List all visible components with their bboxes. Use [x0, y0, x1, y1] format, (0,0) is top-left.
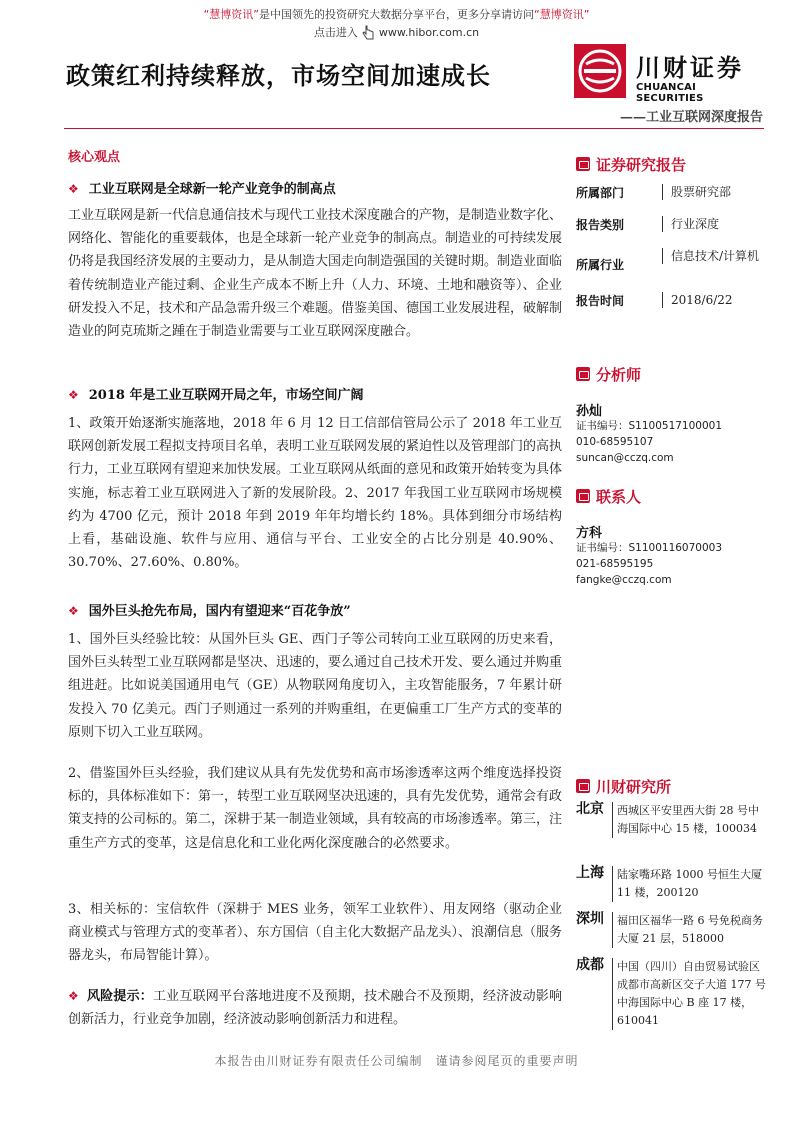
office-city-beijing: 北京 [576, 801, 604, 817]
office-addr-chengdu: 中国（四川）自由贸易试验区成都市高新区交子大道 177 号中海国际中心 B 座 17 楼，610041 [612, 958, 768, 1030]
report-subtitle: ——工业互联网深度报告 [619, 110, 763, 125]
paragraph-5: 3、相关标的：宝信软件（深耕于 MES 业务，领军工业软件）、用友网络（驱动企业商业模式与管理方式的变革者）、东方国信（自主化大数据产品龙头）、浪潮信息（服务器龙头，布局智能计算）。 [68, 902, 563, 964]
analyst-cert: 证书编号：S1100517100001 [576, 420, 723, 432]
heading-text: 2018 年是工业互联网开局之年，市场空间广阔 [88, 388, 364, 403]
diamond-bullet-icon: ❖ [68, 182, 79, 196]
institute-heading [576, 776, 671, 797]
contact-heading [576, 486, 641, 507]
heading-text: 工业互联网是全球新一轮产业竞争的制高点 [88, 182, 336, 197]
section-heading-1 [68, 178, 336, 197]
contact-phone: 021-68595195 [576, 558, 654, 570]
risk-text: 工业互联网平台落地进度不及预期，技术融合不及预期，经济波动影响创新活力，行业竞争加剧，经济波动影响创新活力和进程。 [68, 989, 562, 1028]
analyst-name: 孙灿 [576, 404, 603, 419]
briefcase-icon [576, 489, 590, 503]
logo-mark-icon [574, 44, 626, 98]
core-view-label: 核心观点 [68, 150, 121, 165]
report-type-text: 证券研究报告 [596, 156, 687, 174]
office-addr-shenzhen: 福田区福华一路 6 号免税商务大厦 21 层，518000 [612, 912, 768, 948]
diamond-bullet-icon: ❖ [68, 388, 79, 402]
paragraph-1: 工业互联网是新一代信息通信技术与现代工业技术深度融合的产物，是制造业数字化、网络化、智能化的重要载体，也是全球新一轮产业竞争的制高点。制造业的可持续发展仍将是我国经济发展的主要动力，是从制造大国走向制造强国的关键时期。制造业面临着传统制造业产能过剩、企业生产成本不断上升（人力、环境、土地和融资等）、企业研发投入不足，技术和产品急需升级三个难题。借鉴美国、德国工业发展进程，破解制造业的阿克琉斯之踵在于制造业需要与工业互联网深度融合。 [68, 208, 563, 340]
promo-url-link[interactable]: www.hibor.com.cn [378, 26, 480, 39]
section-heading-3 [68, 600, 351, 619]
diamond-bullet-icon: ❖ [68, 989, 79, 1003]
field-value-date: 2018/6/22 [662, 292, 772, 308]
report-type-heading [576, 154, 686, 175]
logo-text-en: CHUANCAI SECURITIES [636, 82, 704, 104]
risk-label: 风险提示： [86, 989, 153, 1004]
contact-name: 方科 [576, 526, 603, 541]
paragraph-3: 1、国外巨头经验比较：从国外巨头 GE、西门子等公司转向工业互联网的历史来看，国外巨头转型工业互联网都是坚决、迅速的，要么通过自己技术开发、要么通过并购重组进赶。比如说美国通用电气（GE）从物联网角度切入，主攻智能服务，7 年累计研发投入 70 亿美元。西门子则通过一系列的并购重组，在更偏重工厂生产方式的变革的原则下切入工业互联网。 [68, 632, 563, 740]
office-city-shanghai: 上海 [576, 865, 604, 881]
contact-email[interactable]: fangke@cczq.com [576, 574, 672, 586]
report-title: 政策红利持续释放，市场空间加速成长 [66, 62, 491, 90]
briefcase-icon [576, 157, 590, 171]
field-label-date: 报告时间 [576, 294, 625, 308]
promo-brand-end: “慧博资讯” [534, 8, 590, 21]
office-addr-beijing: 西城区平安里西大街 28 号中海国际中心 15 楼，100034 [612, 802, 768, 838]
heading-text: 国外巨头抢先布局，国内有望迎来“百花争放” [88, 604, 351, 619]
promo-brand: “慧博资讯” [203, 8, 259, 21]
logo-text-cn: 川财证券 [636, 54, 744, 82]
section-heading-2 [68, 384, 363, 403]
contact-heading-text: 联系人 [596, 488, 642, 506]
promo-enter-text[interactable]: 点击进入 [313, 26, 358, 39]
promo-line [0, 6, 793, 22]
office-addr-shanghai: 陆家嘴环路 1000 号恒生大厦 11 楼，200120 [612, 866, 768, 902]
field-label-category: 报告类别 [576, 218, 625, 232]
office-city-chengdu: 成都 [576, 957, 604, 973]
contact-cert: 证书编号：S1100116070003 [576, 542, 723, 554]
company-logo [574, 44, 764, 104]
analyst-heading [576, 364, 641, 385]
field-value-dept: 股票研究部 [662, 184, 772, 200]
analyst-email[interactable]: suncan@cczq.com [576, 452, 674, 464]
promo-text: 是中国领先的投资研究大数据分享平台，更多分享请访问 [259, 8, 534, 21]
briefcase-icon [576, 779, 590, 793]
footer-disclaimer: 本报告由川财证券有限责任公司编制 谨请参阅尾页的重要声明 [214, 1054, 579, 1068]
diamond-bullet-icon: ❖ [68, 604, 79, 618]
analyst-heading-text: 分析师 [596, 366, 642, 384]
hand-pointer-icon [361, 25, 375, 41]
paragraph-4: 2、借鉴国外巨头经验，我们建议从具有先发优势和高市场渗透率这两个维度选择投资标的，具体标准如下：第一，转型工业互联网坚决迅速的，具有先发优势，通常会有政策支持的公司标的。第二，深耕于某一制造业领域，具有较高的市场渗透率。第三，注重生产方式的变革，这是信息化和工业化两化深度融合的必然要求。 [68, 766, 563, 851]
field-label-dept: 所属部门 [576, 186, 625, 200]
paragraph-2: 1、政策开始逐渐实施落地，2018 年 6 月 12 日工信部信管局公示了 2018 年工业互联网创新发展工程拟支持项目名单，表明工业互联网发展的紧迫性以及管理部门的高执行力，工业互联网有望迎来加快发展。工业互联网从纸面的意见和政策开始转变为具体实施，标志着工业互联网进入了新的发展阶段。2、2017 年我国工业互联网市场规模约为 4700 亿元，预计 2018 年到 2019 年年均增长约 18%。具体到细分市场结构上看，基础设施、软件与应用、通信与平台、工业安全的占比分别是 40.90%、30.70%、27.60%、0.80%。 [68, 416, 563, 571]
promo-link-line[interactable] [0, 24, 793, 41]
field-value-industry: 信息技术/计算机 [662, 248, 772, 264]
analyst-phone: 010-68595107 [576, 436, 654, 448]
office-city-shenzhen: 深圳 [576, 911, 604, 927]
institute-heading-text: 川财研究所 [596, 778, 672, 796]
field-value-category: 行业深度 [662, 216, 772, 232]
field-label-industry: 所属行业 [576, 258, 625, 272]
header-divider [64, 128, 764, 129]
risk-paragraph [68, 985, 562, 1031]
briefcase-icon [576, 367, 590, 381]
